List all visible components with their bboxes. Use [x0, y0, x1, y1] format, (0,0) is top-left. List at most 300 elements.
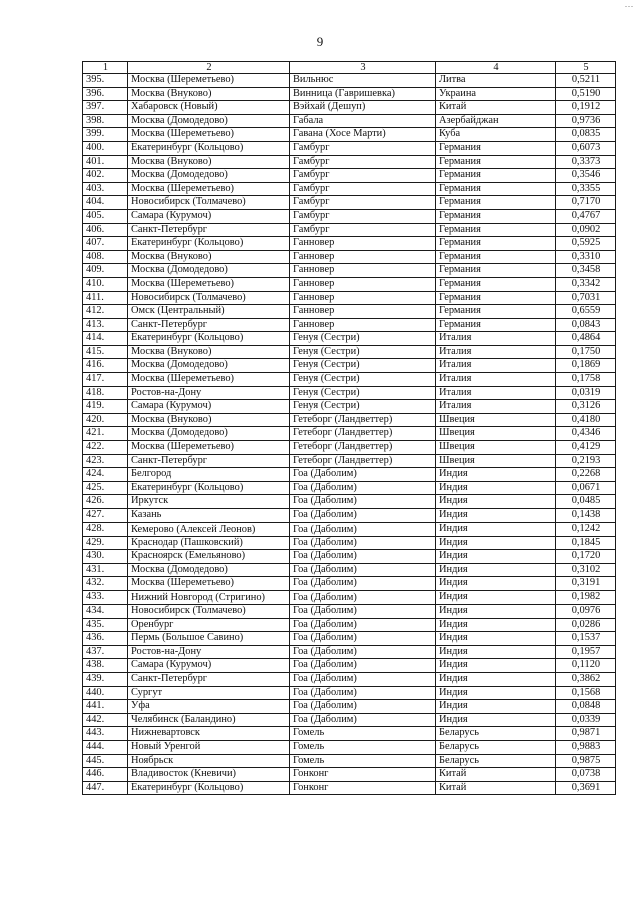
country-cell: Швеция: [436, 454, 556, 468]
departure-airport-cell: Новосибирск (Толмачево): [128, 196, 290, 210]
country-cell: Германия: [436, 223, 556, 237]
table-row: [83, 536, 616, 550]
coefficient-cell: 0,4767: [556, 209, 616, 223]
table-row: [83, 128, 616, 142]
country-cell: Беларусь: [436, 740, 556, 754]
arrival-airport-cell: Гоа (Даболим): [290, 700, 436, 714]
coefficient-cell: 0,1120: [556, 659, 616, 673]
header-col-3: 3: [290, 62, 436, 74]
country-cell: Индия: [436, 632, 556, 646]
table-row: [83, 386, 616, 400]
coefficient-cell: 0,1720: [556, 550, 616, 564]
departure-airport-cell: Новый Уренгой: [128, 740, 290, 754]
arrival-airport-cell: Гамбург: [290, 169, 436, 183]
row-number-cell: 397.: [83, 101, 128, 115]
row-number-cell: 436.: [83, 632, 128, 646]
arrival-airport-cell: Гавана (Хосе Марти): [290, 128, 436, 142]
arrival-airport-cell: Винница (Гавришевка): [290, 87, 436, 101]
arrival-airport-cell: Гоа (Даболим): [290, 672, 436, 686]
row-number-cell: 404.: [83, 196, 128, 210]
coefficient-cell: 0,0843: [556, 318, 616, 332]
departure-airport-cell: Екатеринбург (Кольцово): [128, 781, 290, 795]
row-number-cell: 432.: [83, 577, 128, 591]
arrival-airport-cell: Генуя (Сестри): [290, 373, 436, 387]
country-cell: Индия: [436, 659, 556, 673]
arrival-airport-cell: Гетеборг (Ландветтер): [290, 413, 436, 427]
departure-airport-cell: Москва (Шереметьево): [128, 277, 290, 291]
row-number-cell: 399.: [83, 128, 128, 142]
departure-airport-cell: Владивосток (Кневичи): [128, 768, 290, 782]
row-number-cell: 417.: [83, 373, 128, 387]
country-cell: Италия: [436, 345, 556, 359]
departure-airport-cell: Москва (Домодедово): [128, 563, 290, 577]
row-number-cell: 419.: [83, 400, 128, 414]
country-cell: Италия: [436, 400, 556, 414]
row-number-cell: 420.: [83, 413, 128, 427]
table-row: [83, 632, 616, 646]
row-number-cell: 412.: [83, 305, 128, 319]
departure-airport-cell: Оренбург: [128, 618, 290, 632]
arrival-airport-cell: Гоа (Даболим): [290, 509, 436, 523]
country-cell: Индия: [436, 550, 556, 564]
row-number-cell: 443.: [83, 727, 128, 741]
coefficient-cell: 0,3191: [556, 577, 616, 591]
coefficient-cell: 0,6559: [556, 305, 616, 319]
arrival-airport-cell: Ганновер: [290, 237, 436, 251]
country-cell: Германия: [436, 209, 556, 223]
country-cell: Италия: [436, 359, 556, 373]
arrival-airport-cell: Гоа (Даболим): [290, 481, 436, 495]
arrival-airport-cell: Гоа (Даболим): [290, 577, 436, 591]
departure-airport-cell: Новосибирск (Толмачево): [128, 604, 290, 618]
departure-airport-cell: Екатеринбург (Кольцово): [128, 481, 290, 495]
coefficient-cell: 0,1242: [556, 522, 616, 536]
coefficient-cell: 0,1869: [556, 359, 616, 373]
departure-airport-cell: Новосибирск (Толмачево): [128, 291, 290, 305]
arrival-airport-cell: Гетеборг (Ландветтер): [290, 441, 436, 455]
table-row: [83, 264, 616, 278]
departure-airport-cell: Санкт-Петербург: [128, 318, 290, 332]
row-number-cell: 429.: [83, 536, 128, 550]
table-row: [83, 345, 616, 359]
row-number-cell: 427.: [83, 509, 128, 523]
country-cell: Германия: [436, 237, 556, 251]
table-row: [83, 237, 616, 251]
country-cell: Германия: [436, 291, 556, 305]
country-cell: Германия: [436, 277, 556, 291]
table-row: [83, 223, 616, 237]
country-cell: Индия: [436, 522, 556, 536]
row-number-cell: 440.: [83, 686, 128, 700]
coefficient-cell: 0,3355: [556, 182, 616, 196]
departure-airport-cell: Ноябрьск: [128, 754, 290, 768]
table-row: [83, 196, 616, 210]
country-cell: Китай: [436, 781, 556, 795]
arrival-airport-cell: Гоа (Даболим): [290, 536, 436, 550]
arrival-airport-cell: Гомель: [290, 754, 436, 768]
coefficient-cell: 0,4180: [556, 413, 616, 427]
departure-airport-cell: Москва (Домодедово): [128, 359, 290, 373]
country-cell: Индия: [436, 495, 556, 509]
table-row: [83, 400, 616, 414]
departure-airport-cell: Москва (Шереметьево): [128, 74, 290, 88]
row-number-cell: 407.: [83, 237, 128, 251]
row-number-cell: 400.: [83, 141, 128, 155]
departure-airport-cell: Казань: [128, 509, 290, 523]
row-number-cell: 446.: [83, 768, 128, 782]
country-cell: Индия: [436, 645, 556, 659]
table-row: [83, 604, 616, 618]
coefficient-cell: 0,0485: [556, 495, 616, 509]
table-row: [83, 781, 616, 795]
coefficient-cell: 0,0339: [556, 713, 616, 727]
country-cell: Германия: [436, 250, 556, 264]
row-number-cell: 396.: [83, 87, 128, 101]
departure-airport-cell: Нижневартовск: [128, 727, 290, 741]
coefficient-cell: 0,3546: [556, 169, 616, 183]
departure-airport-cell: Краснодар (Пашковский): [128, 536, 290, 550]
table-row: [83, 522, 616, 536]
departure-airport-cell: Москва (Внуково): [128, 87, 290, 101]
row-number-cell: 425.: [83, 481, 128, 495]
coefficient-cell: 0,7170: [556, 196, 616, 210]
arrival-airport-cell: Габала: [290, 114, 436, 128]
table-row: [83, 563, 616, 577]
arrival-airport-cell: Ганновер: [290, 318, 436, 332]
arrival-airport-cell: Ганновер: [290, 277, 436, 291]
departure-airport-cell: Омск (Центральный): [128, 305, 290, 319]
country-cell: Индия: [436, 590, 556, 604]
departure-airport-cell: Челябинск (Баландино): [128, 713, 290, 727]
country-cell: Индия: [436, 536, 556, 550]
arrival-airport-cell: Гамбург: [290, 223, 436, 237]
coefficient-cell: 0,1750: [556, 345, 616, 359]
table-row: [83, 509, 616, 523]
coefficient-cell: 0,1957: [556, 645, 616, 659]
coefficient-cell: 0,4346: [556, 427, 616, 441]
header-col-2: 2: [128, 62, 290, 74]
table-row: [83, 305, 616, 319]
routes-table: [82, 61, 616, 795]
table-row: [83, 700, 616, 714]
country-cell: Германия: [436, 169, 556, 183]
row-number-cell: 414.: [83, 332, 128, 346]
country-cell: Германия: [436, 182, 556, 196]
coefficient-cell: 0,3862: [556, 672, 616, 686]
row-number-cell: 415.: [83, 345, 128, 359]
departure-airport-cell: Пермь (Большое Савино): [128, 632, 290, 646]
row-number-cell: 426.: [83, 495, 128, 509]
coefficient-cell: 0,3691: [556, 781, 616, 795]
departure-airport-cell: Санкт-Петербург: [128, 672, 290, 686]
table-row: [83, 727, 616, 741]
table-row: [83, 413, 616, 427]
table-row: [83, 672, 616, 686]
row-number-cell: 430.: [83, 550, 128, 564]
coefficient-cell: 0,0286: [556, 618, 616, 632]
coefficient-cell: 0,5190: [556, 87, 616, 101]
departure-airport-cell: Сургут: [128, 686, 290, 700]
row-number-cell: 408.: [83, 250, 128, 264]
coefficient-cell: 0,4864: [556, 332, 616, 346]
coefficient-cell: 0,0835: [556, 128, 616, 142]
coefficient-cell: 0,9736: [556, 114, 616, 128]
row-number-cell: 422.: [83, 441, 128, 455]
coefficient-cell: 0,1758: [556, 373, 616, 387]
country-cell: Индия: [436, 700, 556, 714]
row-number-cell: 447.: [83, 781, 128, 795]
country-cell: Германия: [436, 264, 556, 278]
departure-airport-cell: Ростов-на-Дону: [128, 645, 290, 659]
row-number-cell: 411.: [83, 291, 128, 305]
header-col-4: 4: [436, 62, 556, 74]
country-cell: Беларусь: [436, 727, 556, 741]
coefficient-cell: 0,4129: [556, 441, 616, 455]
country-cell: Азербайджан: [436, 114, 556, 128]
coefficient-cell: 0,0848: [556, 700, 616, 714]
coefficient-cell: 0,9871: [556, 727, 616, 741]
table-row: [83, 618, 616, 632]
country-cell: Германия: [436, 196, 556, 210]
row-number-cell: 439.: [83, 672, 128, 686]
country-cell: Германия: [436, 305, 556, 319]
arrival-airport-cell: Гоа (Даболим): [290, 563, 436, 577]
coefficient-cell: 0,0319: [556, 386, 616, 400]
row-number-cell: 403.: [83, 182, 128, 196]
arrival-airport-cell: Ганновер: [290, 264, 436, 278]
row-number-cell: 424.: [83, 468, 128, 482]
table-row: [83, 427, 616, 441]
country-cell: Германия: [436, 318, 556, 332]
header-col-1: 1: [83, 62, 128, 74]
coefficient-cell: 0,3458: [556, 264, 616, 278]
departure-airport-cell: Санкт-Петербург: [128, 223, 290, 237]
table-row: [83, 740, 616, 754]
page-number: 9: [316, 34, 324, 49]
arrival-airport-cell: Вильнюс: [290, 74, 436, 88]
arrival-airport-cell: Ганновер: [290, 305, 436, 319]
departure-airport-cell: Москва (Внуково): [128, 250, 290, 264]
row-number-cell: 409.: [83, 264, 128, 278]
arrival-airport-cell: Гоа (Даболим): [290, 590, 436, 604]
table-row: [83, 686, 616, 700]
departure-airport-cell: Самара (Курумоч): [128, 400, 290, 414]
coefficient-cell: 0,5925: [556, 237, 616, 251]
coefficient-cell: 0,0902: [556, 223, 616, 237]
row-number-cell: 421.: [83, 427, 128, 441]
coefficient-cell: 0,2268: [556, 468, 616, 482]
departure-airport-cell: Екатеринбург (Кольцово): [128, 332, 290, 346]
arrival-airport-cell: Ганновер: [290, 291, 436, 305]
row-number-cell: 401.: [83, 155, 128, 169]
departure-airport-cell: Санкт-Петербург: [128, 454, 290, 468]
country-cell: Италия: [436, 332, 556, 346]
country-cell: Германия: [436, 155, 556, 169]
country-cell: Индия: [436, 672, 556, 686]
departure-airport-cell: Иркутск: [128, 495, 290, 509]
coefficient-cell: 0,3126: [556, 400, 616, 414]
departure-airport-cell: Кемерово (Алексей Леонов): [128, 522, 290, 536]
row-number-cell: 433.: [83, 590, 128, 604]
table-row: [83, 454, 616, 468]
header-col-5: 5: [556, 62, 616, 74]
country-cell: Украина: [436, 87, 556, 101]
row-number-cell: 438.: [83, 659, 128, 673]
table-row: [83, 277, 616, 291]
country-cell: Индия: [436, 618, 556, 632]
country-cell: Индия: [436, 713, 556, 727]
arrival-airport-cell: Гоа (Даболим): [290, 686, 436, 700]
row-number-cell: 441.: [83, 700, 128, 714]
arrival-airport-cell: Гамбург: [290, 155, 436, 169]
table-row: [83, 441, 616, 455]
arrival-airport-cell: Гоа (Даболим): [290, 645, 436, 659]
table-row: [83, 645, 616, 659]
table-row: [83, 768, 616, 782]
table-row: [83, 169, 616, 183]
row-number-cell: 423.: [83, 454, 128, 468]
departure-airport-cell: Уфа: [128, 700, 290, 714]
table-row: [83, 550, 616, 564]
arrival-airport-cell: Гамбург: [290, 182, 436, 196]
country-cell: Италия: [436, 386, 556, 400]
arrival-airport-cell: Гоа (Даболим): [290, 522, 436, 536]
row-number-cell: 435.: [83, 618, 128, 632]
arrival-airport-cell: Вэйхай (Дешуп): [290, 101, 436, 115]
table-row: [83, 468, 616, 482]
table-row: [83, 291, 616, 305]
coefficient-cell: 0,1568: [556, 686, 616, 700]
departure-airport-cell: Москва (Домодедово): [128, 169, 290, 183]
departure-airport-cell: Москва (Внуково): [128, 413, 290, 427]
departure-airport-cell: Москва (Шереметьево): [128, 373, 290, 387]
departure-airport-cell: Екатеринбург (Кольцово): [128, 141, 290, 155]
row-number-cell: 444.: [83, 740, 128, 754]
table-row: [83, 713, 616, 727]
coefficient-cell: 0,9883: [556, 740, 616, 754]
row-number-cell: 434.: [83, 604, 128, 618]
arrival-airport-cell: Гоа (Даболим): [290, 604, 436, 618]
coefficient-cell: 0,3342: [556, 277, 616, 291]
row-number-cell: 428.: [83, 522, 128, 536]
row-number-cell: 398.: [83, 114, 128, 128]
country-cell: Индия: [436, 509, 556, 523]
departure-airport-cell: Москва (Домодедово): [128, 427, 290, 441]
table-row: [83, 155, 616, 169]
departure-airport-cell: Москва (Внуково): [128, 345, 290, 359]
country-cell: Китай: [436, 101, 556, 115]
country-cell: Беларусь: [436, 754, 556, 768]
departure-airport-cell: Москва (Шереметьево): [128, 577, 290, 591]
country-cell: Индия: [436, 686, 556, 700]
departure-airport-cell: Красноярск (Емельяново): [128, 550, 290, 564]
departure-airport-cell: Ростов-на-Дону: [128, 386, 290, 400]
arrival-airport-cell: Гамбург: [290, 141, 436, 155]
coefficient-cell: 0,0976: [556, 604, 616, 618]
table-row: [83, 114, 616, 128]
arrival-airport-cell: Генуя (Сестри): [290, 400, 436, 414]
row-number-cell: 410.: [83, 277, 128, 291]
row-number-cell: 413.: [83, 318, 128, 332]
coefficient-cell: 0,1982: [556, 590, 616, 604]
table-row: [83, 74, 616, 88]
table-body: [83, 74, 616, 795]
departure-airport-cell: Белгород: [128, 468, 290, 482]
table-row: [83, 495, 616, 509]
table-row: [83, 332, 616, 346]
table-row: [83, 87, 616, 101]
coefficient-cell: 0,6073: [556, 141, 616, 155]
table-row: [83, 182, 616, 196]
arrival-airport-cell: Гетеборг (Ландветтер): [290, 427, 436, 441]
table-row: [83, 359, 616, 373]
arrival-airport-cell: Гоа (Даболим): [290, 632, 436, 646]
departure-airport-cell: Самара (Курумоч): [128, 659, 290, 673]
arrival-airport-cell: Гомель: [290, 740, 436, 754]
row-number-cell: 395.: [83, 74, 128, 88]
row-number-cell: 437.: [83, 645, 128, 659]
departure-airport-cell: Москва (Шереметьево): [128, 441, 290, 455]
country-cell: Китай: [436, 768, 556, 782]
row-number-cell: 431.: [83, 563, 128, 577]
arrival-airport-cell: Генуя (Сестри): [290, 332, 436, 346]
coefficient-cell: 0,3310: [556, 250, 616, 264]
table-row: [83, 209, 616, 223]
coefficient-cell: 0,0738: [556, 768, 616, 782]
departure-airport-cell: Хабаровск (Новый): [128, 101, 290, 115]
table-row: [83, 754, 616, 768]
corner-mark: ...: [625, 0, 634, 9]
departure-airport-cell: Нижний Новгород (Стригино): [128, 590, 290, 604]
arrival-airport-cell: Гоа (Даболим): [290, 618, 436, 632]
country-cell: Индия: [436, 604, 556, 618]
country-cell: Италия: [436, 373, 556, 387]
arrival-airport-cell: Гамбург: [290, 209, 436, 223]
arrival-airport-cell: Гамбург: [290, 196, 436, 210]
departure-airport-cell: Москва (Домодедово): [128, 264, 290, 278]
arrival-airport-cell: Ганновер: [290, 250, 436, 264]
table-row: [83, 577, 616, 591]
row-number-cell: 406.: [83, 223, 128, 237]
country-cell: Литва: [436, 74, 556, 88]
country-cell: Швеция: [436, 441, 556, 455]
coefficient-cell: 0,0671: [556, 481, 616, 495]
arrival-airport-cell: Гетеборг (Ландветтер): [290, 454, 436, 468]
coefficient-cell: 0,7031: [556, 291, 616, 305]
arrival-airport-cell: Генуя (Сестри): [290, 345, 436, 359]
coefficient-cell: 0,9875: [556, 754, 616, 768]
table-row: [83, 373, 616, 387]
table-row: [83, 141, 616, 155]
row-number-cell: 402.: [83, 169, 128, 183]
arrival-airport-cell: Гоа (Даболим): [290, 550, 436, 564]
arrival-airport-cell: Генуя (Сестри): [290, 359, 436, 373]
arrival-airport-cell: Гонконг: [290, 768, 436, 782]
row-number-cell: 445.: [83, 754, 128, 768]
country-cell: Швеция: [436, 427, 556, 441]
departure-airport-cell: Самара (Курумоч): [128, 209, 290, 223]
arrival-airport-cell: Гоа (Даболим): [290, 659, 436, 673]
arrival-airport-cell: Гоа (Даболим): [290, 713, 436, 727]
country-cell: Германия: [436, 141, 556, 155]
country-cell: Швеция: [436, 413, 556, 427]
coefficient-cell: 0,3373: [556, 155, 616, 169]
table-row: [83, 590, 616, 604]
departure-airport-cell: Москва (Внуково): [128, 155, 290, 169]
coefficient-cell: 0,1438: [556, 509, 616, 523]
departure-airport-cell: Москва (Домодедово): [128, 114, 290, 128]
arrival-airport-cell: Гонконг: [290, 781, 436, 795]
